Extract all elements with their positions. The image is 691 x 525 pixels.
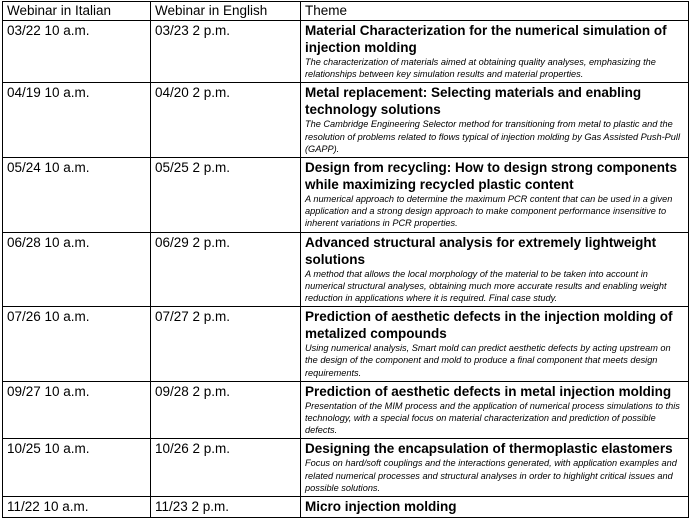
webinar-schedule-table: [2, 1, 689, 518]
italian-date: 05/24 10 a.m.: [3, 158, 151, 233]
italian-date: 09/27 10 a.m.: [3, 381, 151, 439]
table-row: [3, 381, 689, 439]
theme-title: Designing the encapsulation of thermoplastic elastomers: [305, 441, 673, 457]
theme-title: Prediction of aesthetic defects in the injection molding of metalized compounds: [305, 309, 673, 342]
header-webinar-english: Webinar in English: [151, 2, 301, 21]
english-date: 05/25 2 p.m.: [151, 158, 301, 233]
english-date: 06/29 2 p.m.: [151, 232, 301, 307]
english-date: 09/28 2 p.m.: [151, 381, 301, 439]
header-row: [3, 2, 689, 21]
english-date: 10/26 2 p.m.: [151, 439, 301, 497]
theme-title: Metal replacement: Selecting materials and enabling technology solutions: [305, 85, 642, 118]
theme-cell: [301, 497, 689, 518]
table-row: [3, 439, 689, 497]
theme-cell: [301, 21, 689, 83]
italian-date: 10/25 10 a.m.: [3, 439, 151, 497]
theme-description: A numerical approach to determine the maximum PCR content that can be used in a given application and a strong design approach to make component performance insensitive to inherent variations in PCR properties.: [305, 194, 673, 229]
english-date: 07/27 2 p.m.: [151, 307, 301, 382]
theme-description: The Cambridge Engineering Selector method for transitioning from metal to plastic and the resolution of problems related to flows typical of injection molding by Gas Assisted Push-Pull (GAPP).: [305, 119, 680, 154]
italian-date: 03/22 10 a.m.: [3, 21, 151, 83]
theme-cell: [301, 381, 689, 439]
theme-description: The characterization of materials aimed at obtaining quality analyses, emphasizing the relationships between key simulation results and material properties.: [305, 57, 656, 80]
theme-description: A method that allows the local morphology of the material to be taken into account in numerical structural analyses, obtaining much more accurate results and enabling weight reduction in applications where it is required. Final case study.: [305, 268, 667, 304]
theme-cell: [301, 439, 689, 497]
table-row: [3, 497, 689, 518]
table-row: [3, 158, 689, 233]
theme-title: Advanced structural analysis for extremely lightweight solutions: [305, 234, 657, 267]
theme-title: Micro injection molding: [305, 499, 457, 515]
italian-date: 07/26 10 a.m.: [3, 307, 151, 382]
theme-cell: [301, 83, 689, 158]
italian-date: 06/28 10 a.m.: [3, 232, 151, 307]
theme-description: Using numerical analysis, Smart mold can predict aesthetic defects by acting upstream on the design of the component and mold to produce a final component that meets design requirements.: [305, 343, 671, 378]
italian-date: 11/22 10 a.m.: [3, 497, 151, 518]
theme-title: Prediction of aesthetic defects in metal injection molding: [305, 383, 672, 399]
theme-description: Presentation of the MIM process and the application of numerical process simulations to this technology, with a special focus on material characterization and prediction of possible defects.: [305, 400, 680, 436]
english-date: 03/23 2 p.m.: [151, 21, 301, 83]
theme-cell: [301, 307, 689, 382]
table-row: [3, 21, 689, 83]
theme-title: Material Characterization for the numerical simulation of injection molding: [305, 23, 667, 55]
table-row: [3, 83, 689, 158]
theme-cell: [301, 232, 689, 307]
table-row: [3, 307, 689, 382]
header-theme: Theme: [301, 2, 689, 21]
table-row: [3, 232, 689, 307]
theme-description: Focus on hard/soft couplings and the interactions generated, with application examples and related numerical processes and structural analyses in order to highlight critical issues and possible solutions.: [305, 458, 677, 493]
header-webinar-italian: Webinar in Italian: [3, 2, 151, 21]
theme-cell: [301, 158, 689, 233]
italian-date: 04/19 10 a.m.: [3, 83, 151, 158]
theme-title: Design from recycling: How to design strong components while maximizing recycled plastic content: [305, 160, 678, 193]
english-date: 11/23 2 p.m.: [151, 497, 301, 518]
english-date: 04/20 2 p.m.: [151, 83, 301, 158]
